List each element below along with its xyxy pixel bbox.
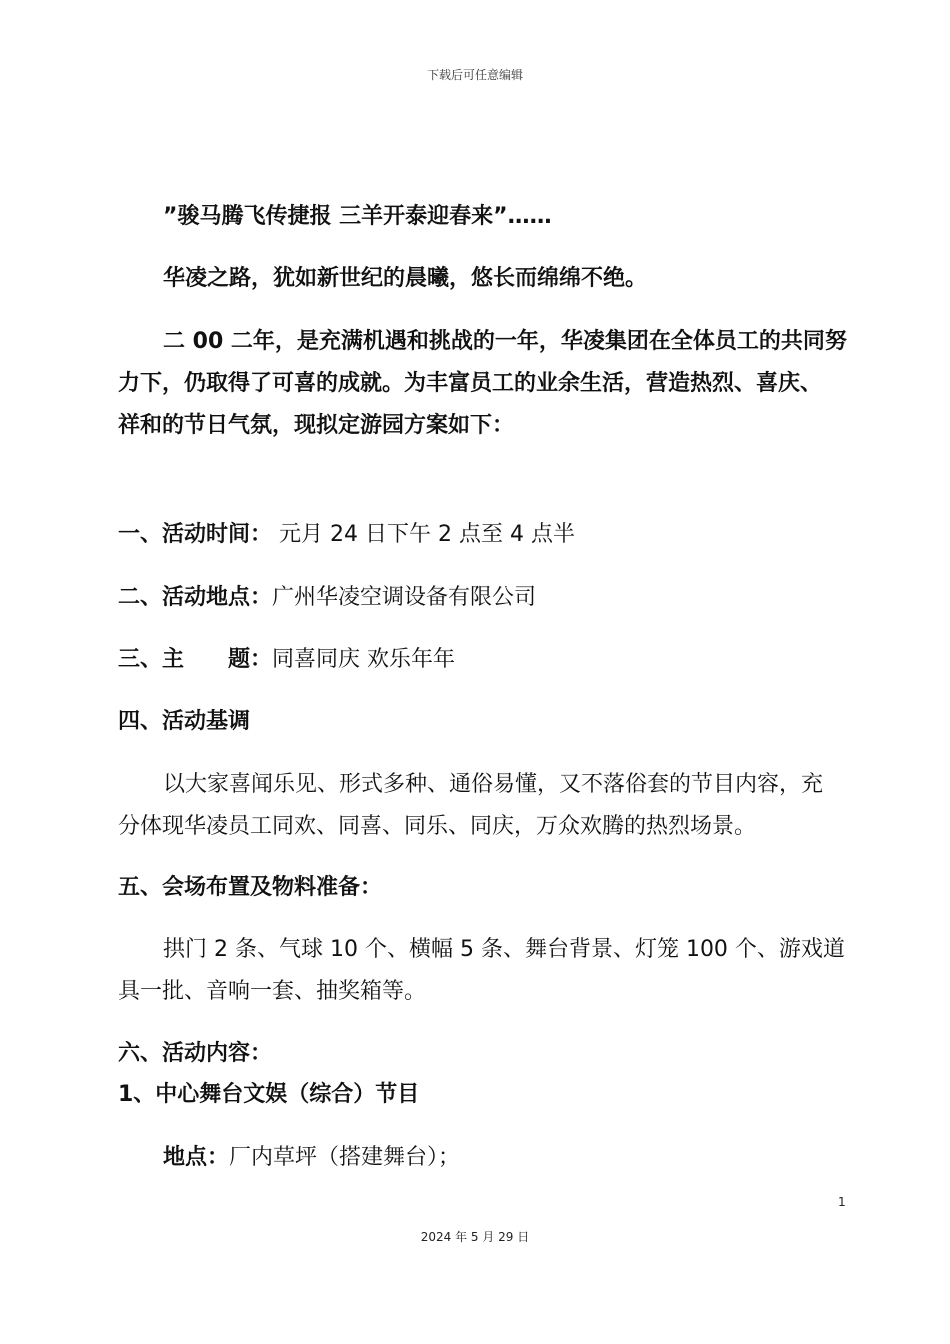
section-label: 一、活动时间： bbox=[118, 522, 273, 547]
location-line bbox=[163, 1136, 460, 1179]
location-label: 地点： bbox=[163, 1145, 230, 1170]
paragraph-line: 分体现华凌员工同欢、同喜、同乐、同庆，万众欢腾的热烈场景。 bbox=[118, 814, 757, 839]
section-label: 二、活动地点： bbox=[118, 585, 273, 610]
paragraph-line: 二 00 二年，是充满机遇和挑战的一年，华凌集团在全体员工的共同努 bbox=[163, 329, 847, 354]
section-label: 题： bbox=[228, 647, 273, 672]
section-theme bbox=[118, 638, 455, 681]
page-header: 下载后可任意编辑 bbox=[426, 68, 523, 82]
section-venue-heading: 五、会场布置及物料准备： bbox=[118, 875, 383, 900]
page-footer-date: 2024 年 5 月 29 日 bbox=[420, 1230, 530, 1244]
subsection-heading: 1、中心舞台文娱（综合）节目 bbox=[118, 1082, 420, 1107]
paragraph-line: 拱门 2 条、气球 10 个、横幅 5 条、舞台背景、灯笼 100 个、游戏道 bbox=[163, 937, 845, 962]
paragraph-line: 具一批、音响一套、抽奖箱等。 bbox=[118, 979, 427, 1004]
section-value: 元月 24 日下午 2 点至 4 点半 bbox=[272, 522, 575, 547]
paragraph-line: 以大家喜闻乐见、形式多种、通俗易懂，又不落俗套的节目内容，充 bbox=[163, 772, 824, 797]
slogan-line: ”骏马腾飞传捷报 三羊开泰迎春来”…… bbox=[163, 204, 552, 229]
section-activity-time bbox=[118, 513, 575, 556]
location-value: 厂内草坪（搭建舞台）； bbox=[229, 1145, 461, 1170]
section-tone-heading: 四、活动基调 bbox=[118, 709, 251, 734]
paragraph-line: 祥和的节日气氛，现拟定游园方案如下： bbox=[118, 413, 515, 438]
page-number: 1 bbox=[838, 1195, 846, 1209]
section-activity-location bbox=[118, 576, 536, 619]
paragraph-line: 力下，仍取得了可喜的成就。为丰富员工的业余生活，营造热烈、喜庆、 bbox=[118, 371, 823, 396]
section-value: 广州华凌空调设备有限公司 bbox=[272, 585, 537, 610]
section-value: 同喜同庆 欢乐年年 bbox=[272, 647, 456, 672]
intro-line: 华凌之路，犹如新世纪的晨曦，悠长而绵绵不绝。 bbox=[163, 266, 648, 291]
section-label: 三、主 bbox=[118, 647, 185, 672]
section-content-heading: 六、活动内容： bbox=[118, 1041, 273, 1066]
